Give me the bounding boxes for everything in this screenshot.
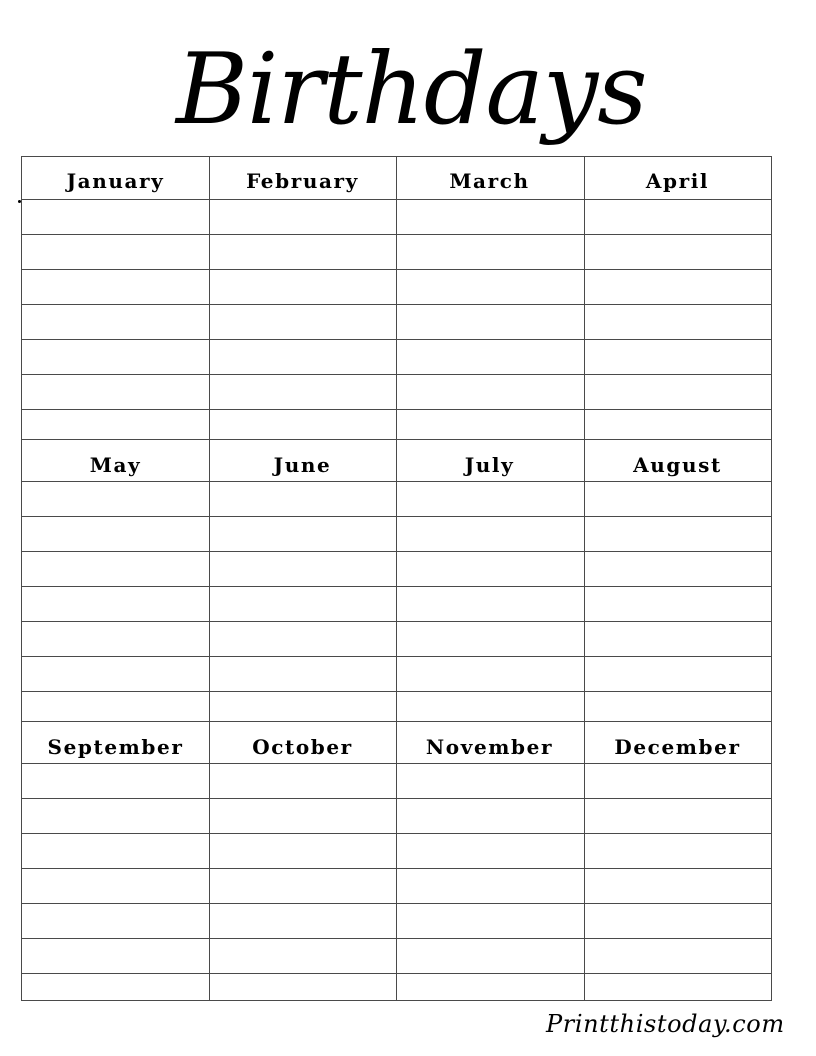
column-divider [396,157,397,1000]
entry-line [22,656,771,657]
month-header-march: March [449,169,530,193]
entry-line [22,516,771,517]
month-header-august: August [633,453,722,477]
month-header-december: December [614,735,741,759]
month-header-january: January [66,169,165,193]
entry-line [22,621,771,622]
site-footer: Printthistoday.com [546,1010,785,1038]
entry-line [22,691,771,692]
entry-line [22,938,771,939]
entry-line [22,903,771,904]
entry-line [22,234,771,235]
entry-line [22,763,771,764]
entry-line [22,973,771,974]
stray-dot [18,200,21,203]
section-divider [22,439,771,440]
month-header-july: July [464,453,515,477]
month-header-april: April [645,169,710,193]
column-divider [209,157,210,1000]
entry-line [22,833,771,834]
month-header-october: October [252,735,353,759]
entry-line [22,304,771,305]
entry-line [22,374,771,375]
entry-line [22,269,771,270]
entry-line [22,551,771,552]
month-header-september: September [47,735,184,759]
month-header-june: June [273,453,332,477]
month-header-may: May [89,453,142,477]
section-divider [22,721,771,722]
entry-line [22,868,771,869]
entry-line [22,409,771,410]
month-header-november: November [425,735,554,759]
column-divider [584,157,585,1000]
entry-line [22,481,771,482]
entry-line [22,586,771,587]
month-header-february: February [246,169,359,193]
entry-line [22,199,771,200]
entry-line [22,798,771,799]
page-title: Birthdays [176,33,647,147]
entry-line [22,339,771,340]
birthday-grid [21,156,772,1001]
